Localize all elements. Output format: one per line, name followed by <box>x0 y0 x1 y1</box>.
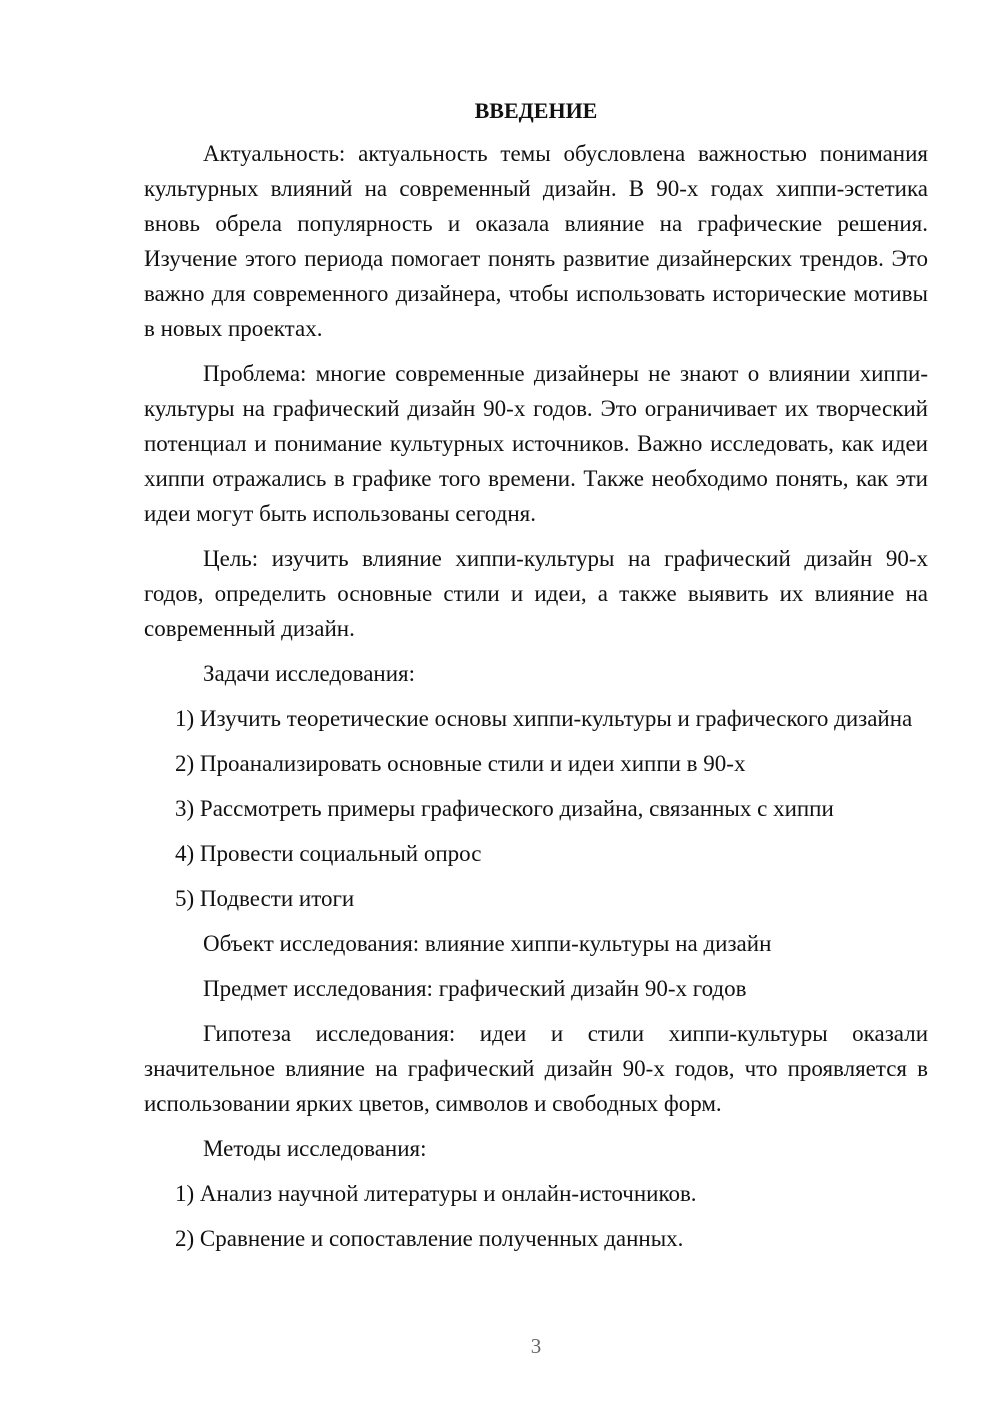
document-page <box>144 96 928 1266</box>
tasks-heading: Задачи исследования: <box>203 661 416 686</box>
task-item-2: 2) Проанализировать основные стили и идеи хиппи в 90-х <box>175 751 746 776</box>
research-object: Объект исследования: влияние хиппи-культуры на дизайн <box>203 931 772 956</box>
research-subject: Предмет исследования: графический дизайн 90-х годов <box>203 976 747 1001</box>
method-item-2: 2) Сравнение и сопоставление полученных данных. <box>175 1226 684 1251</box>
task-item-1: 1) Изучить теоретические основы хиппи-культуры и графического дизайна <box>175 706 913 731</box>
section-title: ВВЕДЕНИЕ <box>474 98 598 123</box>
method-item-1: 1) Анализ научной литературы и онлайн-источников. <box>175 1181 697 1206</box>
task-item-4: 4) Провести социальный опрос <box>175 841 482 866</box>
relevance-paragraph: Актуальность: актуальность темы обусловлена важностью понимания культурных влияний на современный дизайн. В 90-х годах хиппи-эстетика вновь обрела популярность и оказала влияние на графические решения. Изучение этого периода помогает понять развитие дизайнерских трендов. Это важно для современного дизайнера, чтобы использовать исторические мотивы в новых проектах. <box>144 141 928 341</box>
hypothesis-paragraph: Гипотеза исследования: идеи и стили хиппи-культуры оказали значительное влияние на графический дизайн 90-х годов, что проявляется в использовании ярких цветов, символов и свободных форм. <box>144 1021 928 1116</box>
task-item-5: 5) Подвести итоги <box>175 886 355 911</box>
task-item-3: 3) Рассмотреть примеры графического дизайна, связанных с хиппи <box>175 796 834 821</box>
methods-heading: Методы исследования: <box>203 1136 427 1161</box>
problem-paragraph: Проблема: многие современные дизайнеры не знают о влиянии хиппи-культуры на графический дизайн 90-х годов. Это ограничивает их творческий потенциал и понимание культурных источников. Важно исследовать, как идеи хиппи отражались в графике того времени. Также необходимо понять, как эти идеи могут быть использованы сегодня. <box>144 361 928 526</box>
goal-paragraph: Цель: изучить влияние хиппи-культуры на графический дизайн 90-х годов, определить основные стили и идеи, а также выявить их влияние на современный дизайн. <box>144 546 928 641</box>
page-number: 3 <box>530 1334 542 1358</box>
